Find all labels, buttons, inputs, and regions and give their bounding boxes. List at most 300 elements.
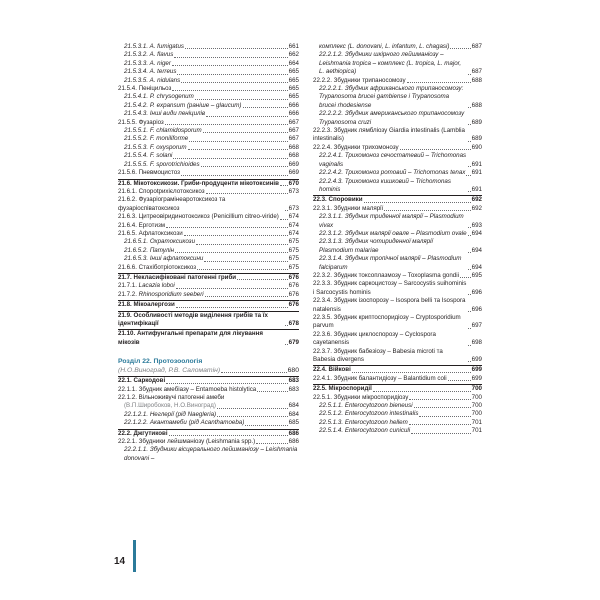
toc-entry[interactable]: [118, 188, 299, 196]
toc-leader-dots: [197, 269, 288, 270]
toc-entry-text: Афлатоксикози: [138, 229, 183, 237]
toc-entry-page: 667: [288, 127, 299, 135]
toc-entry-page: 686: [288, 438, 299, 446]
toc-entry[interactable]: [313, 255, 482, 272]
toc-entry-page: 691: [471, 169, 482, 177]
toc-entry[interactable]: [313, 213, 482, 230]
toc-entry-title: [124, 102, 242, 110]
toc-entry-title: [118, 180, 279, 188]
toc-entry[interactable]: [313, 110, 482, 127]
toc-entry-page: 697: [471, 322, 482, 330]
toc-entry-text: P. expansum (раніше – glaucum): [149, 101, 242, 109]
toc-leader-dots: [217, 416, 288, 417]
toc-entry-title: [118, 377, 165, 385]
toc-entry-number: 22.3.1.3.: [319, 238, 344, 246]
toc-entry-title: [124, 135, 188, 143]
toc-entry[interactable]: [118, 102, 299, 110]
toc-entry[interactable]: [118, 119, 299, 127]
toc-leader-dots: [468, 361, 471, 362]
toc-leader-dots: [468, 294, 471, 295]
toc-entry[interactable]: [118, 230, 299, 238]
toc-entry-page: 692: [471, 204, 482, 212]
toc-entry[interactable]: [118, 144, 299, 152]
toc-leader-dots: [206, 116, 288, 117]
toc-entry[interactable]: [313, 427, 482, 435]
toc-leader-dots: [185, 48, 288, 49]
toc-entry[interactable]: [313, 238, 482, 255]
toc-entry-number: 21.6.1.: [118, 187, 137, 195]
toc-entry[interactable]: [118, 180, 299, 188]
toc-leader-dots: [460, 277, 471, 278]
toc-leader-dots: [468, 124, 471, 125]
toc-entry[interactable]: [313, 331, 482, 348]
toc-entry[interactable]: [118, 77, 299, 85]
toc-entry-text: Пневмоцистоз: [138, 169, 180, 177]
toc-entry[interactable]: [118, 402, 299, 410]
toc-entry-number: 22.2.3.: [313, 127, 332, 135]
toc-entry-number: 22.3.5.: [313, 314, 332, 321]
toc-entry[interactable]: [313, 205, 482, 213]
section-heading: [118, 357, 299, 375]
toc-entry-page: 670: [288, 179, 299, 187]
toc-leader-dots: [165, 124, 288, 125]
toc-entry[interactable]: [313, 85, 482, 110]
toc-leader-dots: [217, 408, 288, 409]
toc-entry-title: [124, 110, 205, 118]
toc-entry-page: 699: [471, 374, 482, 382]
toc-entry[interactable]: [118, 110, 299, 118]
toc-entry-page: 674: [288, 221, 299, 229]
toc-entry-page: 674: [288, 229, 299, 237]
toc-entry-page: 689: [471, 135, 482, 143]
toc-leader-dots: [352, 372, 471, 373]
toc-leader-dots: [257, 391, 287, 392]
toc-entry-text: Збудники мікроспоридіозу: [333, 393, 409, 401]
toc-entry-number: 22.2.1.: [118, 438, 137, 446]
toc-entry[interactable]: [118, 161, 299, 169]
toc-entry-number: 22.2.1.2.: [319, 51, 344, 59]
toc-entry-page: 700: [471, 402, 482, 410]
toc-leader-dots: [419, 416, 470, 417]
toc-leader-dots: [468, 141, 471, 142]
toc-list-protozoa-continued: [313, 43, 482, 436]
toc-entry-text: Збудники трипаносомозу: [333, 76, 406, 84]
toc-entry-number: 22.2.4.3.: [319, 177, 344, 185]
toc-entry-page: 698: [471, 339, 482, 347]
toc-entry[interactable]: [313, 77, 482, 85]
toc-entry-number: 21.5.6.: [118, 169, 137, 177]
toc-entry-page: 687: [471, 68, 482, 76]
toc-entry-text: Збудники трихомонозу: [333, 143, 399, 151]
toc-entry[interactable]: [118, 213, 299, 221]
toc-entry-number: 21.6.5.2.: [124, 246, 149, 254]
toc-leader-dots: [196, 244, 288, 245]
toc-entry-number: 21.6.4.: [118, 221, 137, 229]
toc-entry-number: 22.5.1.: [313, 393, 332, 401]
toc-entry-text: Антифунгальні препарати для лікування мікозів: [118, 330, 263, 346]
toc-entry[interactable]: [313, 127, 482, 144]
toc-entry[interactable]: [313, 43, 482, 51]
toc-leader-dots: [285, 325, 288, 326]
toc-leader-dots: [450, 48, 470, 49]
toc-entry[interactable]: [118, 51, 299, 59]
toc-entry[interactable]: [118, 291, 299, 299]
toc-entry-title: [319, 402, 413, 410]
toc-entry[interactable]: [118, 438, 299, 446]
toc-entry-title: [118, 213, 279, 221]
toc-entry-number: 22.1.2.1.: [124, 410, 149, 418]
toc-entry-title: [124, 161, 200, 169]
toc-entry-page: 665: [288, 93, 299, 101]
toc-entry[interactable]: [118, 85, 299, 93]
toc-entry-number: 22.5.: [313, 385, 327, 393]
toc-entry-number: 22.2.4.1.: [319, 152, 344, 160]
toc-entry-page: 666: [288, 110, 299, 118]
toc-entry-text: Саркодові: [133, 377, 166, 385]
toc-leader-dots: [468, 269, 471, 270]
toc-entry-title: [124, 127, 202, 135]
toc-entry[interactable]: [313, 419, 482, 427]
toc-entry-page: 675: [288, 263, 299, 271]
toc-entry-text: Збудник амебіазу – Entamoeba histolytica: [138, 385, 257, 393]
toc-entry-text: Пеніцильоз: [138, 85, 172, 93]
toc-entry-page: 692: [471, 196, 482, 204]
toc-entry[interactable]: [313, 272, 482, 280]
toc-entry-page: 676: [288, 282, 299, 290]
toc-entry-number: 22.3.6.: [313, 330, 332, 338]
toc-entry-title: [118, 394, 224, 402]
toc-entry-number: 22.3.7.: [313, 347, 332, 355]
toc-entry[interactable]: [118, 411, 299, 419]
toc-entry-number: 21.5.3.3.: [124, 59, 149, 67]
toc-leader-dots: [468, 74, 471, 75]
toc-entry-title: [319, 230, 467, 238]
toc-entry-page: 701: [471, 418, 482, 426]
toc-entry-text: F. chlamidosporum: [149, 127, 202, 135]
toc-leader-dots: [245, 425, 287, 426]
toc-entry[interactable]: [313, 230, 482, 238]
toc-entry-number: 22.3.3.: [313, 280, 332, 288]
toc-entry-text: Неглерії (рід Naegleria): [149, 410, 217, 418]
toc-entry-number: 22.1.2.2.: [124, 419, 149, 427]
toc-entry-number: 22.5.1.2.: [319, 410, 344, 418]
toc-entry-title: [124, 144, 187, 152]
toc-entry-number: 22.2.4.2.: [319, 169, 344, 177]
toc-leader-dots: [364, 202, 471, 203]
toc-entry[interactable]: [313, 375, 482, 383]
toc-entry-number: 21.5.3.5.: [124, 76, 149, 84]
toc-entry-text: Збудник ізоспорозу – Isospora belli та Isospora natalensis: [313, 297, 466, 313]
toc-entry-title: [118, 196, 284, 213]
toc-entry-text: Збудник криптоспоридіозу – Cryptosporidium parvum: [313, 314, 461, 330]
toc-entry-page: 662: [288, 51, 299, 59]
toc-entry[interactable]: [118, 312, 299, 329]
toc-entry-text: Збудник лямбліозу Giardia intestinalis (Lamblia intestinalis): [313, 127, 465, 143]
toc-entry-text: Enterocytozoon hellem: [344, 418, 408, 426]
toc-entry[interactable]: [313, 366, 482, 374]
toc-entry-title: [124, 60, 171, 68]
toc-entry-text: Особливості методів виділення грибів та їх ідентифікації: [118, 311, 268, 327]
toc-entry-title: [319, 110, 467, 127]
toc-entry[interactable]: [313, 410, 482, 418]
toc-leader-dots: [177, 74, 287, 75]
toc-entry-number: 22.3.1.1.: [319, 213, 344, 221]
toc-entry-text: Збудник чотириденної малярії Plasmodium malariae: [319, 238, 433, 254]
toc-entry-text: Трихомоноз ротовий – Trichomonas tenax: [344, 169, 466, 177]
toc-entry-number: 21.5.5.5.: [124, 160, 149, 168]
toc-entry[interactable]: [118, 301, 299, 309]
toc-entry[interactable]: [313, 169, 482, 177]
toc-column-right: [313, 43, 482, 436]
toc-leader-dots: [176, 307, 288, 308]
toc-entry-title: [118, 312, 284, 329]
toc-entry-number: 21.10.: [118, 330, 136, 338]
toc-entry-title: [319, 410, 418, 418]
toc-entry-number: 21.5.5.4.: [124, 152, 149, 160]
toc-entry-title: [124, 411, 216, 419]
toc-leader-dots: [184, 235, 288, 236]
toc-leader-dots: [409, 399, 470, 400]
toc-entry-text: Джгутикові: [133, 429, 168, 437]
toc-entry-title: [313, 77, 406, 85]
toc-entry-page: 674: [288, 213, 299, 221]
toc-entry-text: Війкові: [328, 366, 351, 374]
toc-leader-dots: [201, 166, 288, 167]
toc-entry-number: 21.5.3.2.: [124, 51, 149, 59]
toc-entry-text: Збудники малярії: [333, 204, 384, 212]
toc-entry-number: 21.6.5.3.: [124, 255, 149, 263]
toc-entry[interactable]: [313, 402, 482, 410]
toc-entry-title: [124, 43, 184, 51]
toc-leader-dots: [172, 90, 287, 91]
toc-entry-number: 21.5.3.4.: [124, 68, 149, 76]
toc-entry[interactable]: [118, 169, 299, 177]
toc-entry-number: 21.7.2.: [118, 290, 137, 298]
toc-entry-text: Збудники шкірного лейшманіозу – Leishmania tropica – комплекс (L. tropica, L. major, L. aethiopica): [319, 51, 462, 76]
toc-entry-title: [124, 51, 173, 59]
toc-entry[interactable]: [313, 152, 482, 169]
toc-entry-number: 21.5.5.2.: [124, 135, 149, 143]
toc-entry-text: Охратоксикози: [149, 238, 196, 246]
toc-entry-text: Споровики: [328, 196, 363, 204]
toc-entry-title: [313, 385, 372, 393]
toc-entry-text: Ерготизм: [138, 221, 166, 229]
toc-entry-number: 22.4.: [313, 366, 327, 374]
toc-entry-title: [319, 178, 467, 195]
toc-entry-text: F. solani: [149, 152, 173, 160]
toc-entry-page: 690: [471, 143, 482, 151]
toc-entry-text: A. terreus: [149, 68, 177, 76]
toc-entry-title: [118, 301, 175, 309]
toc-entry-page: 699: [471, 366, 482, 374]
toc-entry-number: 21.5.4.3.: [124, 110, 149, 118]
toc-entry-page: 675: [288, 246, 299, 254]
toc-leader-dots: [468, 345, 471, 346]
toc-entry-number: 22.2.1.1.: [124, 446, 149, 454]
toc-entry-title: [319, 213, 467, 230]
toc-entry-page: 693: [471, 221, 482, 229]
toc-entry-title: [313, 331, 467, 348]
toc-entry-title: [313, 196, 363, 204]
section-authors: (Н.О.Виноград, Р.В. Саломатін): [118, 367, 221, 375]
toc-entry[interactable]: [118, 222, 299, 230]
toc-entry-title: [313, 314, 467, 331]
toc-entry-page: 696: [471, 288, 482, 296]
toc-entry[interactable]: [118, 274, 299, 282]
toc-list-fungi: [118, 43, 299, 347]
toc-entry-text: Фузаріоз: [138, 118, 164, 126]
toc-entry-page: 686: [288, 429, 299, 437]
toc-entry-title: [118, 264, 196, 272]
toc-entry-page: 667: [288, 135, 299, 143]
toc-leader-dots: [285, 210, 288, 211]
toc-leader-dots: [173, 158, 287, 159]
toc-entry[interactable]: [118, 255, 299, 263]
toc-entry-number: 22.3.2.: [313, 271, 332, 279]
toc-entry[interactable]: [118, 68, 299, 76]
toc-entry-page: 689: [471, 118, 482, 126]
toc-entry-text: F. sporotrichioides: [149, 160, 200, 168]
toc-entry-title: [118, 222, 165, 230]
toc-entry-page: 694: [471, 246, 482, 254]
toc-entry-number: 21.6.5.1.: [124, 238, 149, 246]
toc-entry[interactable]: [118, 394, 299, 402]
toc-entry[interactable]: [118, 60, 299, 68]
toc-leader-dots: [468, 328, 471, 329]
toc-leader-dots: [468, 107, 471, 108]
toc-entry-title: [313, 280, 467, 297]
toc-entry[interactable]: [313, 385, 482, 393]
toc-entry[interactable]: [118, 135, 299, 143]
toc-entry-number: 22.2.2.: [313, 76, 332, 84]
toc-entry[interactable]: [313, 196, 482, 204]
toc-entry-number: 22.5.1.4.: [319, 427, 344, 435]
toc-entry[interactable]: [118, 430, 299, 438]
toc-leader-dots: [195, 99, 288, 100]
toc-entry[interactable]: [118, 127, 299, 135]
toc-entry-title: [313, 297, 467, 314]
toc-entry-title: [118, 438, 255, 446]
toc-entry[interactable]: [118, 386, 299, 394]
toc-entry-title: [124, 402, 216, 410]
toc-entry-number: 22.2.: [118, 429, 132, 437]
toc-entry-title: [124, 77, 180, 85]
toc-leader-dots: [280, 185, 288, 186]
toc-entry-title: [118, 330, 284, 347]
toc-entry[interactable]: [118, 264, 299, 272]
toc-entry[interactable]: [118, 247, 299, 255]
toc-leader-dots: [411, 433, 470, 434]
toc-entry-text: Збудник тропічної малярії – Plasmodium falciparum: [319, 255, 462, 271]
toc-entry-number: 22.2.4.: [313, 143, 332, 151]
toc-entry-title: [319, 427, 410, 435]
toc-entry-page: 667: [288, 118, 299, 126]
toc-entry-title: [313, 127, 467, 144]
toc-entry-page: 699: [471, 356, 482, 364]
toc-entry-number: 22.2.2.2.: [319, 110, 344, 118]
toc-entry-title: [313, 348, 467, 365]
toc-entry-number: 21.7.: [118, 273, 132, 281]
toc-entry-number: 21.8.: [118, 301, 132, 309]
toc-entry-text: (В.П.Широбоков, Н.О.Виноград): [124, 402, 216, 410]
toc-entry-title: [124, 152, 172, 160]
toc-entry-title: [118, 230, 183, 238]
toc-entry-page: 696: [471, 305, 482, 313]
toc-entry-number: 22.3.1.4.: [319, 255, 344, 263]
toc-entry-text: Інші афлатоксини: [149, 255, 204, 263]
toc-entry-page: 700: [471, 410, 482, 418]
toc-entry-page: 679: [288, 338, 299, 346]
toc-entry[interactable]: [118, 330, 299, 347]
toc-entry-text: Інші види пеніцилів: [149, 110, 206, 118]
toc-entry[interactable]: [118, 238, 299, 246]
toc-entry-page: 666: [288, 101, 299, 109]
toc-entry-text: Мікроспоридії: [328, 385, 372, 393]
toc-entry-page: 683: [288, 385, 299, 393]
toc-entry[interactable]: [313, 314, 482, 331]
toc-leader-dots: [243, 107, 288, 108]
toc-entry-text: Трихомоноз сечостатевий – Trichomonas vaginalis: [319, 152, 467, 168]
toc-entry[interactable]: [118, 282, 299, 290]
toc-leader-dots: [468, 166, 471, 167]
toc-entry-number: 22.3.: [313, 196, 327, 204]
page-marker-bar: [133, 540, 136, 572]
toc-entry[interactable]: [313, 144, 482, 152]
toc-entry-title: [313, 366, 351, 374]
toc-entry[interactable]: [313, 178, 482, 195]
toc-entry[interactable]: [313, 394, 482, 402]
toc-entry[interactable]: [313, 348, 482, 365]
toc-entry-title: [118, 430, 168, 438]
toc-entry-text: Enterocytozoon intestinalis: [344, 410, 419, 418]
toc-entry[interactable]: [118, 152, 299, 160]
toc-leader-dots: [174, 57, 287, 58]
toc-leader-dots: [205, 296, 288, 297]
toc-entry-text: Enterocytozoon bieneusi: [344, 402, 413, 410]
toc-entry-title: [124, 419, 244, 427]
toc-entry[interactable]: [313, 280, 482, 297]
toc-entry-number: 22.5.1.3.: [319, 418, 344, 426]
toc-leader-dots: [189, 141, 287, 142]
toc-entry-page: 676: [288, 290, 299, 298]
toc-leader-dots: [166, 383, 287, 384]
toc-entry-number: 22.4.1.: [313, 374, 332, 382]
toc-entry[interactable]: [313, 297, 482, 314]
toc-entry-page: 695: [471, 271, 482, 279]
toc-leader-dots: [204, 261, 287, 262]
toc-entry-text: Збудник триденної малярії – Plasmodium vivax: [319, 213, 464, 229]
toc-entry[interactable]: [118, 43, 299, 51]
toc-entry[interactable]: [313, 51, 482, 76]
toc-entry[interactable]: [118, 419, 299, 427]
toc-entry[interactable]: [118, 446, 299, 463]
toc-entry-title: [118, 85, 171, 93]
toc-entry-page: 683: [288, 377, 299, 385]
toc-entry[interactable]: [118, 93, 299, 101]
toc-entry[interactable]: [118, 196, 299, 213]
toc-entry-page: 691: [471, 185, 482, 193]
toc-entry-title: [124, 255, 203, 263]
toc-entry-number: 21.5.4.2.: [124, 101, 149, 109]
toc-entry-text: Мікотоксикози. Гриби-продуценти мікотоксинів: [133, 179, 279, 187]
toc-entry-title: [124, 68, 176, 76]
toc-entry-number: 22.3.4.: [313, 297, 332, 305]
toc-leader-dots: [256, 443, 288, 444]
toc-entry-title: [313, 375, 447, 383]
toc-entry[interactable]: [118, 377, 299, 385]
toc-entry-text: A. nidulans: [149, 76, 181, 84]
toc-leader-dots: [409, 424, 471, 425]
